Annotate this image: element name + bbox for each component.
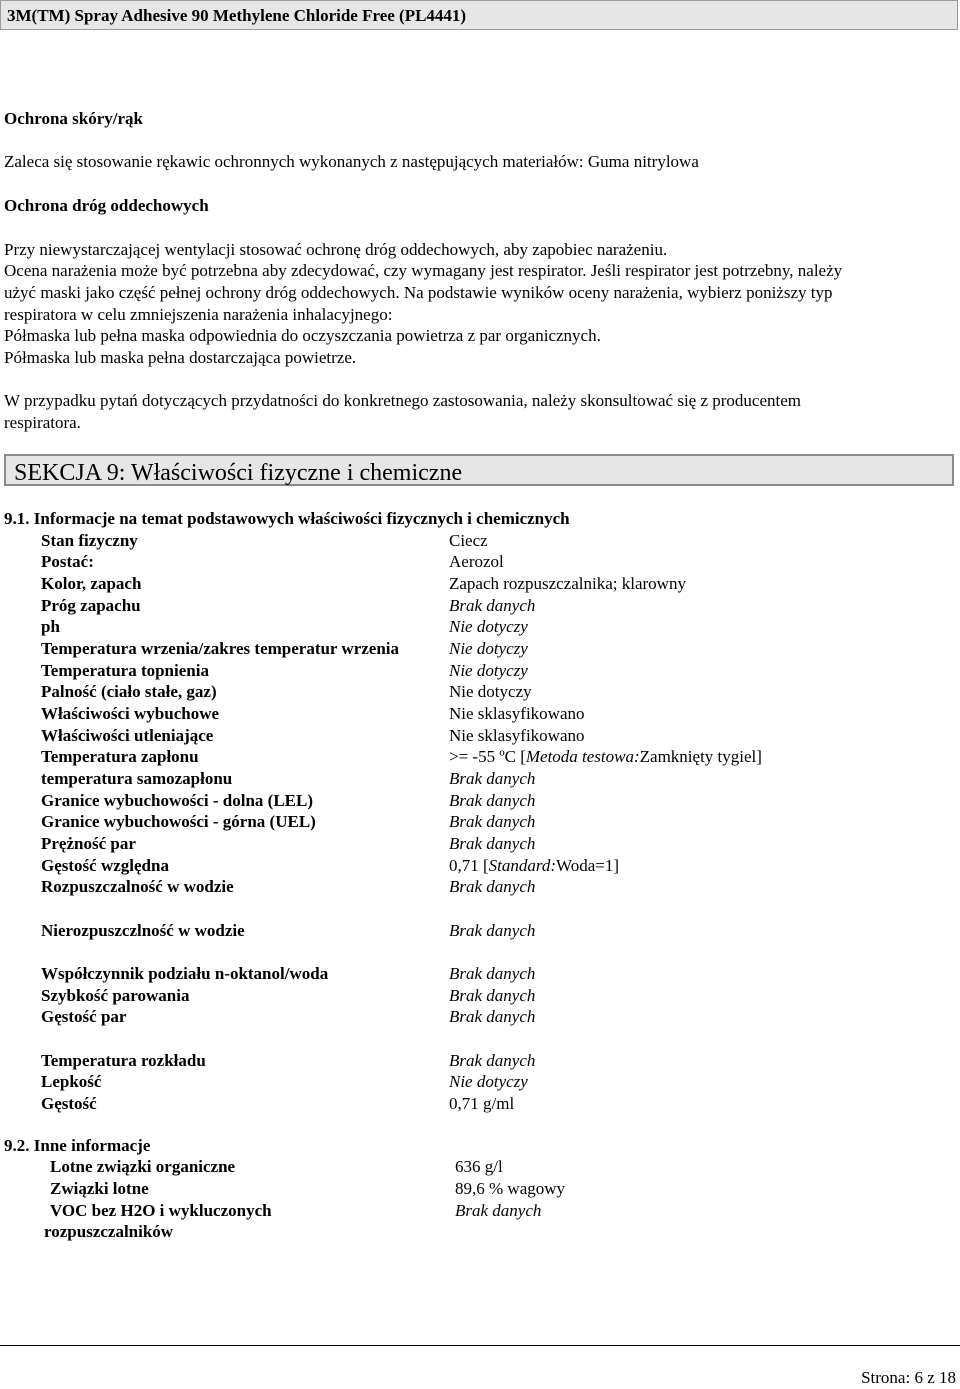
property-label: Kolor, zapach xyxy=(41,574,142,593)
property-value: Nie sklasyfikowano xyxy=(449,704,585,723)
property-label: Temperatura topnienia xyxy=(41,661,209,680)
property-label: Prężność par xyxy=(41,834,136,853)
property-label: Właściwości wybuchowe xyxy=(41,704,220,723)
flash-point-value: >= -55 ºC [ xyxy=(449,747,526,766)
other-info-label: Związki lotne xyxy=(50,1179,149,1198)
property-value: Brak danych xyxy=(449,921,536,940)
property-value: Nie dotyczy xyxy=(449,639,528,658)
subsection-9-1-heading: 9.1. Informacje na temat podstawowych właściwości fizycznych i chemicznych xyxy=(4,509,570,528)
property-value: 0,71 g/ml xyxy=(449,1094,515,1113)
document-header xyxy=(0,0,958,30)
respiratory-note-line-1: W przypadku pytań dotyczących przydatności do konkretnego zastosowania, należy skonsultować się z producentem xyxy=(4,391,802,410)
property-value xyxy=(449,746,762,768)
property-label: Rozpuszczalność w wodzie xyxy=(41,877,234,896)
property-value: Brak danych xyxy=(449,1007,536,1026)
respiratory-line-3: użyć maski jako część pełnej ochrony dróg oddechowych. Na podstawie wyników oceny narażenia, wybierz poniższy typ xyxy=(4,283,833,302)
section-9-banner xyxy=(4,454,954,486)
flash-point-method-label: Metoda testowa: xyxy=(525,747,640,766)
property-value: Brak danych xyxy=(449,834,536,853)
property-value: Brak danych xyxy=(449,1051,536,1070)
page-number: Strona: 6 z 18 xyxy=(861,1368,956,1387)
relative-density-value: 0,71 [ xyxy=(449,856,489,875)
respiratory-line-1: Przy niewystarczającej wentylacji stosować ochronę dróg oddechowych, aby zapobiec narażeniu. xyxy=(4,240,668,259)
property-value: Brak danych xyxy=(449,812,536,831)
property-value: Brak danych xyxy=(449,986,536,1005)
subsection-9-2-heading: 9.2. Inne informacje xyxy=(4,1136,151,1155)
document-title: 3M(TM) Spray Adhesive 90 Methylene Chloride Free (PL4441) xyxy=(7,6,467,25)
property-label: Granice wybuchowości - górna (UEL) xyxy=(41,812,316,831)
property-label: Gęstość względna xyxy=(41,856,169,875)
property-label: Właściwości utleniające xyxy=(41,726,214,745)
property-value: Nie sklasyfikowano xyxy=(449,726,585,745)
section-9-title: SEKCJA 9: Właściwości fizyczne i chemiczne xyxy=(14,460,463,486)
property-value: Brak danych xyxy=(449,791,536,810)
property-label: Temperatura wrzenia/zakres temperatur wrzenia xyxy=(41,639,400,658)
skin-protection-heading: Ochrona skóry/rąk xyxy=(4,109,144,128)
relative-density-standard: Woda=1] xyxy=(556,856,620,875)
respiratory-line-4: respiratora w celu zmniejszenia narażenia inhalacyjnego: xyxy=(4,305,393,324)
property-value: Nie dotyczy xyxy=(449,682,532,701)
property-label: Gęstość par xyxy=(41,1007,127,1026)
flash-point-method: Zamknięty tygiel] xyxy=(639,747,762,766)
property-value xyxy=(449,855,619,877)
property-label: Gęstość xyxy=(41,1094,97,1113)
skin-protection-text: Zaleca się stosowanie rękawic ochronnych wykonanych z następujących materiałów: Guma nitrylowa xyxy=(4,152,699,171)
property-value: Nie dotyczy xyxy=(449,617,528,636)
property-label: ph xyxy=(41,617,60,636)
property-value: Nie dotyczy xyxy=(449,1072,528,1091)
other-info-value: 636 g/l xyxy=(455,1157,503,1176)
other-info-value: 89,6 % wagowy xyxy=(455,1179,566,1198)
property-label: Granice wybuchowości - dolna (LEL) xyxy=(41,791,314,810)
property-label: temperatura samozapłonu xyxy=(41,769,233,788)
property-value: Nie dotyczy xyxy=(449,661,528,680)
footer-divider xyxy=(0,1345,960,1346)
property-label: Współczynnik podziału n-oktanol/woda xyxy=(41,964,329,983)
other-info-label: VOC bez H2O i wykluczonych xyxy=(50,1201,272,1220)
respiratory-line-5: Półmaska lub pełna maska odpowiednia do oczyszczania powietrza z par organicznych. xyxy=(4,326,601,345)
other-info-value: Brak danych xyxy=(455,1201,542,1220)
respiratory-line-6: Półmaska lub maska pełna dostarczająca powietrze. xyxy=(4,348,357,367)
property-label: Nierozpuszczlność w wodzie xyxy=(41,921,245,940)
respiratory-note-line-2: respiratora. xyxy=(4,413,81,432)
property-label: Lepkość xyxy=(41,1072,102,1091)
property-value: Brak danych xyxy=(449,769,536,788)
property-label: Szybkość parowania xyxy=(41,986,190,1005)
property-value: Brak danych xyxy=(449,596,536,615)
property-label: Palność (ciało stałe, gaz) xyxy=(41,682,217,701)
property-label: Postać: xyxy=(41,552,94,571)
property-label: Próg zapachu xyxy=(41,596,141,615)
respiratory-line-2: Ocena narażenia może być potrzebna aby zdecydować, czy wymagany jest respirator. Jeśli respirator jest potrzebny, należy xyxy=(4,261,843,280)
respiratory-protection-heading: Ochrona dróg oddechowych xyxy=(4,196,209,215)
property-label: Stan fizyczny xyxy=(41,531,138,550)
property-value: Ciecz xyxy=(449,531,488,550)
property-value: Zapach rozpuszczalnika; klarowny xyxy=(449,574,686,593)
property-value: Brak danych xyxy=(449,877,536,896)
relative-density-standard-label: Standard: xyxy=(488,856,557,875)
property-label: Temperatura rozkładu xyxy=(41,1051,206,1070)
property-label: Temperatura zapłonu xyxy=(41,747,199,766)
other-info-label-continued: rozpuszczalników xyxy=(44,1222,174,1241)
property-value: Brak danych xyxy=(449,964,536,983)
property-value: Aerozol xyxy=(449,552,504,571)
other-info-label: Lotne związki organiczne xyxy=(50,1157,236,1176)
